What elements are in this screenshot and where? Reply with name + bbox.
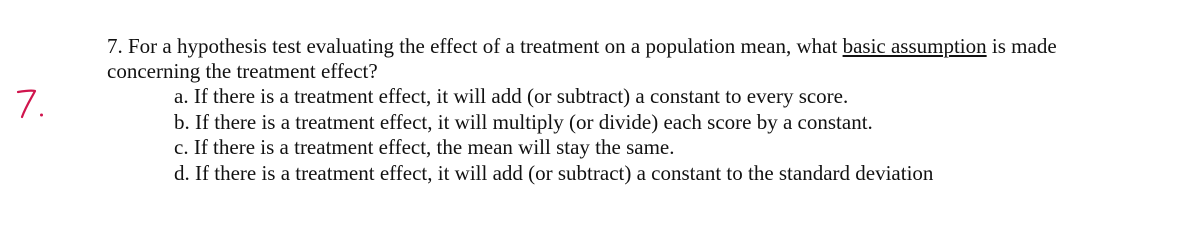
basic-assumption-underlined-text: basic assumption <box>842 34 987 58</box>
handwritten-question-number <box>14 86 48 120</box>
question-block <box>107 34 1187 186</box>
question-stem-line-1 <box>107 34 1187 59</box>
answer-option-c: c. If there is a treatment effect, the mean will stay the same. <box>174 135 675 159</box>
handwritten-seven-stroke <box>18 91 35 117</box>
question-stem-text-end: is made <box>986 34 1057 58</box>
question-stem-text-start: 7. For a hypothesis test evaluating the effect of a treatment on a population mean, what <box>107 34 843 58</box>
answer-option-a: a. If there is a treatment effect, it will add (or subtract) a constant to every score. <box>174 84 849 108</box>
question-stem-line-2: concerning the treatment effect? <box>107 59 378 83</box>
answer-option-b: b. If there is a treatment effect, it will multiply (or divide) each score by a constant. <box>174 109 873 134</box>
answer-options <box>107 84 1187 186</box>
handwritten-dot <box>40 114 43 117</box>
answer-option-d: d. If there is a treatment effect, it will add (or subtract) a constant to the standard deviation <box>174 160 934 185</box>
